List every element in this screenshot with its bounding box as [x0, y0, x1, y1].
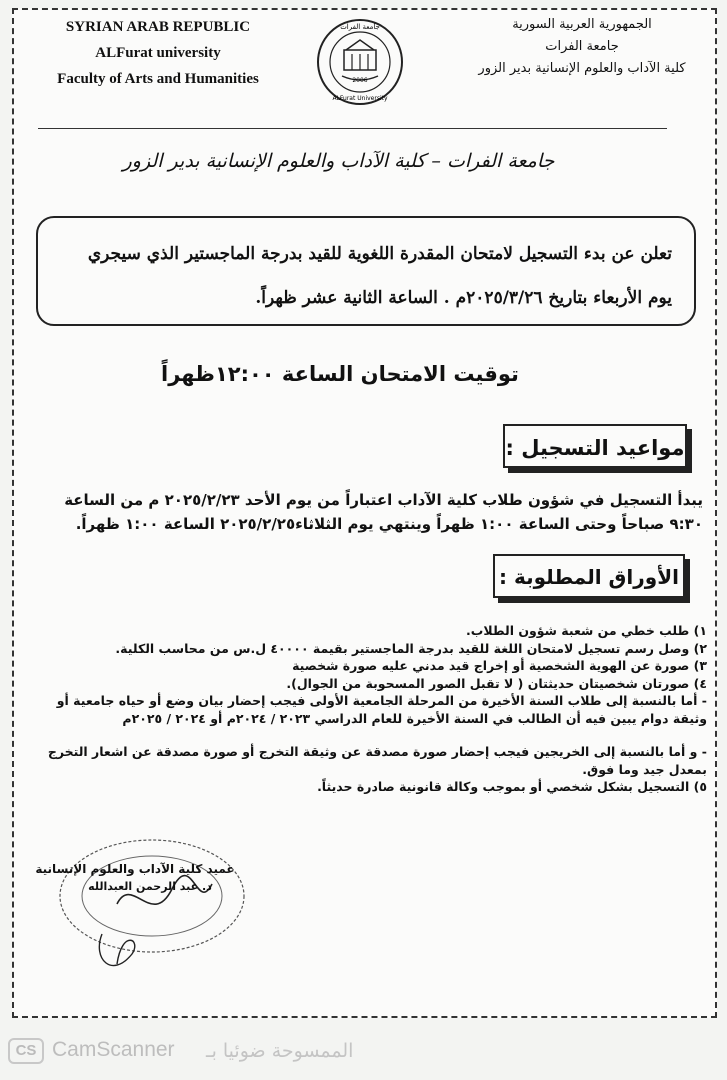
- announcement-box: [36, 216, 696, 326]
- seal-bottom-text: ALFurat University: [332, 95, 388, 102]
- paper-note-students-cont: وثيقة دوام يبين فيه أن الطالب في السنة الأخيرة للعام الدراسي ٢٠٢٣ / ٢٠٢٤م أو ٢٠٢٤ / ٢٠٢٥م: [122, 710, 707, 726]
- exam-time: توقيت الامتحان الساعة ١٢:٠٠ظهراً: [161, 362, 519, 386]
- registration-line-2: ٩:٣٠ صباحاً وحتى الساعة ١:٠٠ ظهراً وينتهي يوم الثلاثاء٢٠٢٥/٢/٢٥ الساعة ١:٠٠ ظهراً.: [75, 515, 703, 533]
- paper-item-3: ٣) صورة عن الهوية الشخصية أو إخراج قيد مدني عليه صورة شخصية: [292, 658, 707, 673]
- camscanner-name: CamScanner: [52, 1038, 175, 1061]
- required-papers-list: [18, 622, 707, 796]
- dean-name: د. عبد الرحمن العبدالله: [88, 880, 212, 893]
- dean-title: عميد كلية الآداب والعلوم الإنسانية: [35, 862, 235, 876]
- header-english: [28, 14, 288, 92]
- paper-note-graduates-cont: بمعدل جيد وما فوق.: [582, 761, 707, 777]
- registration-heading: مواعيد التسجيل :: [503, 424, 687, 468]
- header-faculty-ar: كلية الآداب والعلوم الإنسانية بدير الزور: [478, 61, 686, 76]
- header-divider: [38, 128, 667, 129]
- paper-note-graduates: - و أما بالنسبة إلى الخريجين فيجب إحضار صورة مصدقة عن وثيقة التخرج أو صورة مصدقة عن اشعار التخرج: [47, 744, 707, 759]
- seal-year: 2006: [352, 77, 368, 84]
- seal-top-text: جامعة الفرات: [340, 23, 380, 31]
- header-country-ar: الجمهورية العربية السورية: [512, 17, 652, 32]
- announcement-line-2: يوم الأربعاء بتاريخ ٢٠٢٥/٣/٢٦م . الساعة الثانية عشر ظهراً.: [255, 288, 672, 308]
- header-university-en: ALFurat university: [95, 45, 221, 61]
- header-faculty-en: Faculty of Arts and Humanities: [57, 71, 259, 87]
- header-arabic: [457, 14, 707, 80]
- registration-text: [14, 488, 703, 536]
- registration-line-1: يبدأ التسجيل في شؤون طلاب كلية الآداب اعتباراً من يوم الأحد ٢٠٢٥/٢/٢٣ م من الساعة: [64, 491, 703, 509]
- paper-item-5: ٥) التسجيل بشكل شخصي أو بموجب وكالة قانونية صادرة حديثاً.: [317, 779, 707, 794]
- paper-item-2: ٢) وصل رسم تسجيل لامتحان اللغة للقيد بدرجة الماجستير بقيمة ٤٠٠٠٠ ل.س من محاسب الكلية.: [115, 640, 707, 656]
- camscanner-watermark: [6, 1036, 721, 1066]
- camscanner-logo-icon: CS: [8, 1038, 44, 1064]
- paper-note-students: - أما بالنسبة إلى طلاب السنة الأخيرة من المرحلة الجامعية الأولى فيجب إحضار بيان وضع أو حياه جامعية أو: [56, 693, 707, 708]
- camscanner-arabic: الممسوحة ضوئيا بـ: [206, 1040, 354, 1062]
- header-country-en: SYRIAN ARAB REPUBLIC: [65, 19, 251, 35]
- list-gap: [18, 727, 707, 743]
- dean-stamp: [22, 834, 272, 984]
- papers-heading: الأوراق المطلوبة :: [493, 554, 685, 598]
- announcement-line-1: تعلن عن بدء التسجيل لامتحان المقدرة اللغوية للقيد بدرجة الماجستير الذي سيجري: [87, 244, 672, 264]
- handwritten-title: جامعة الفرات – كلية الآداب والعلوم الإنسانية بدير الزور: [122, 150, 555, 172]
- paper-item-1: ١) طلب خطي من شعبة شؤون الطلاب.: [466, 623, 707, 638]
- university-seal-logo: [316, 18, 404, 106]
- header-university-ar: جامعة الفرات: [545, 39, 619, 54]
- paper-item-4: ٤) صورتان شخصيتان حديثتان ( لا تقبل الصور المسحوبة من الجوال).: [286, 675, 707, 691]
